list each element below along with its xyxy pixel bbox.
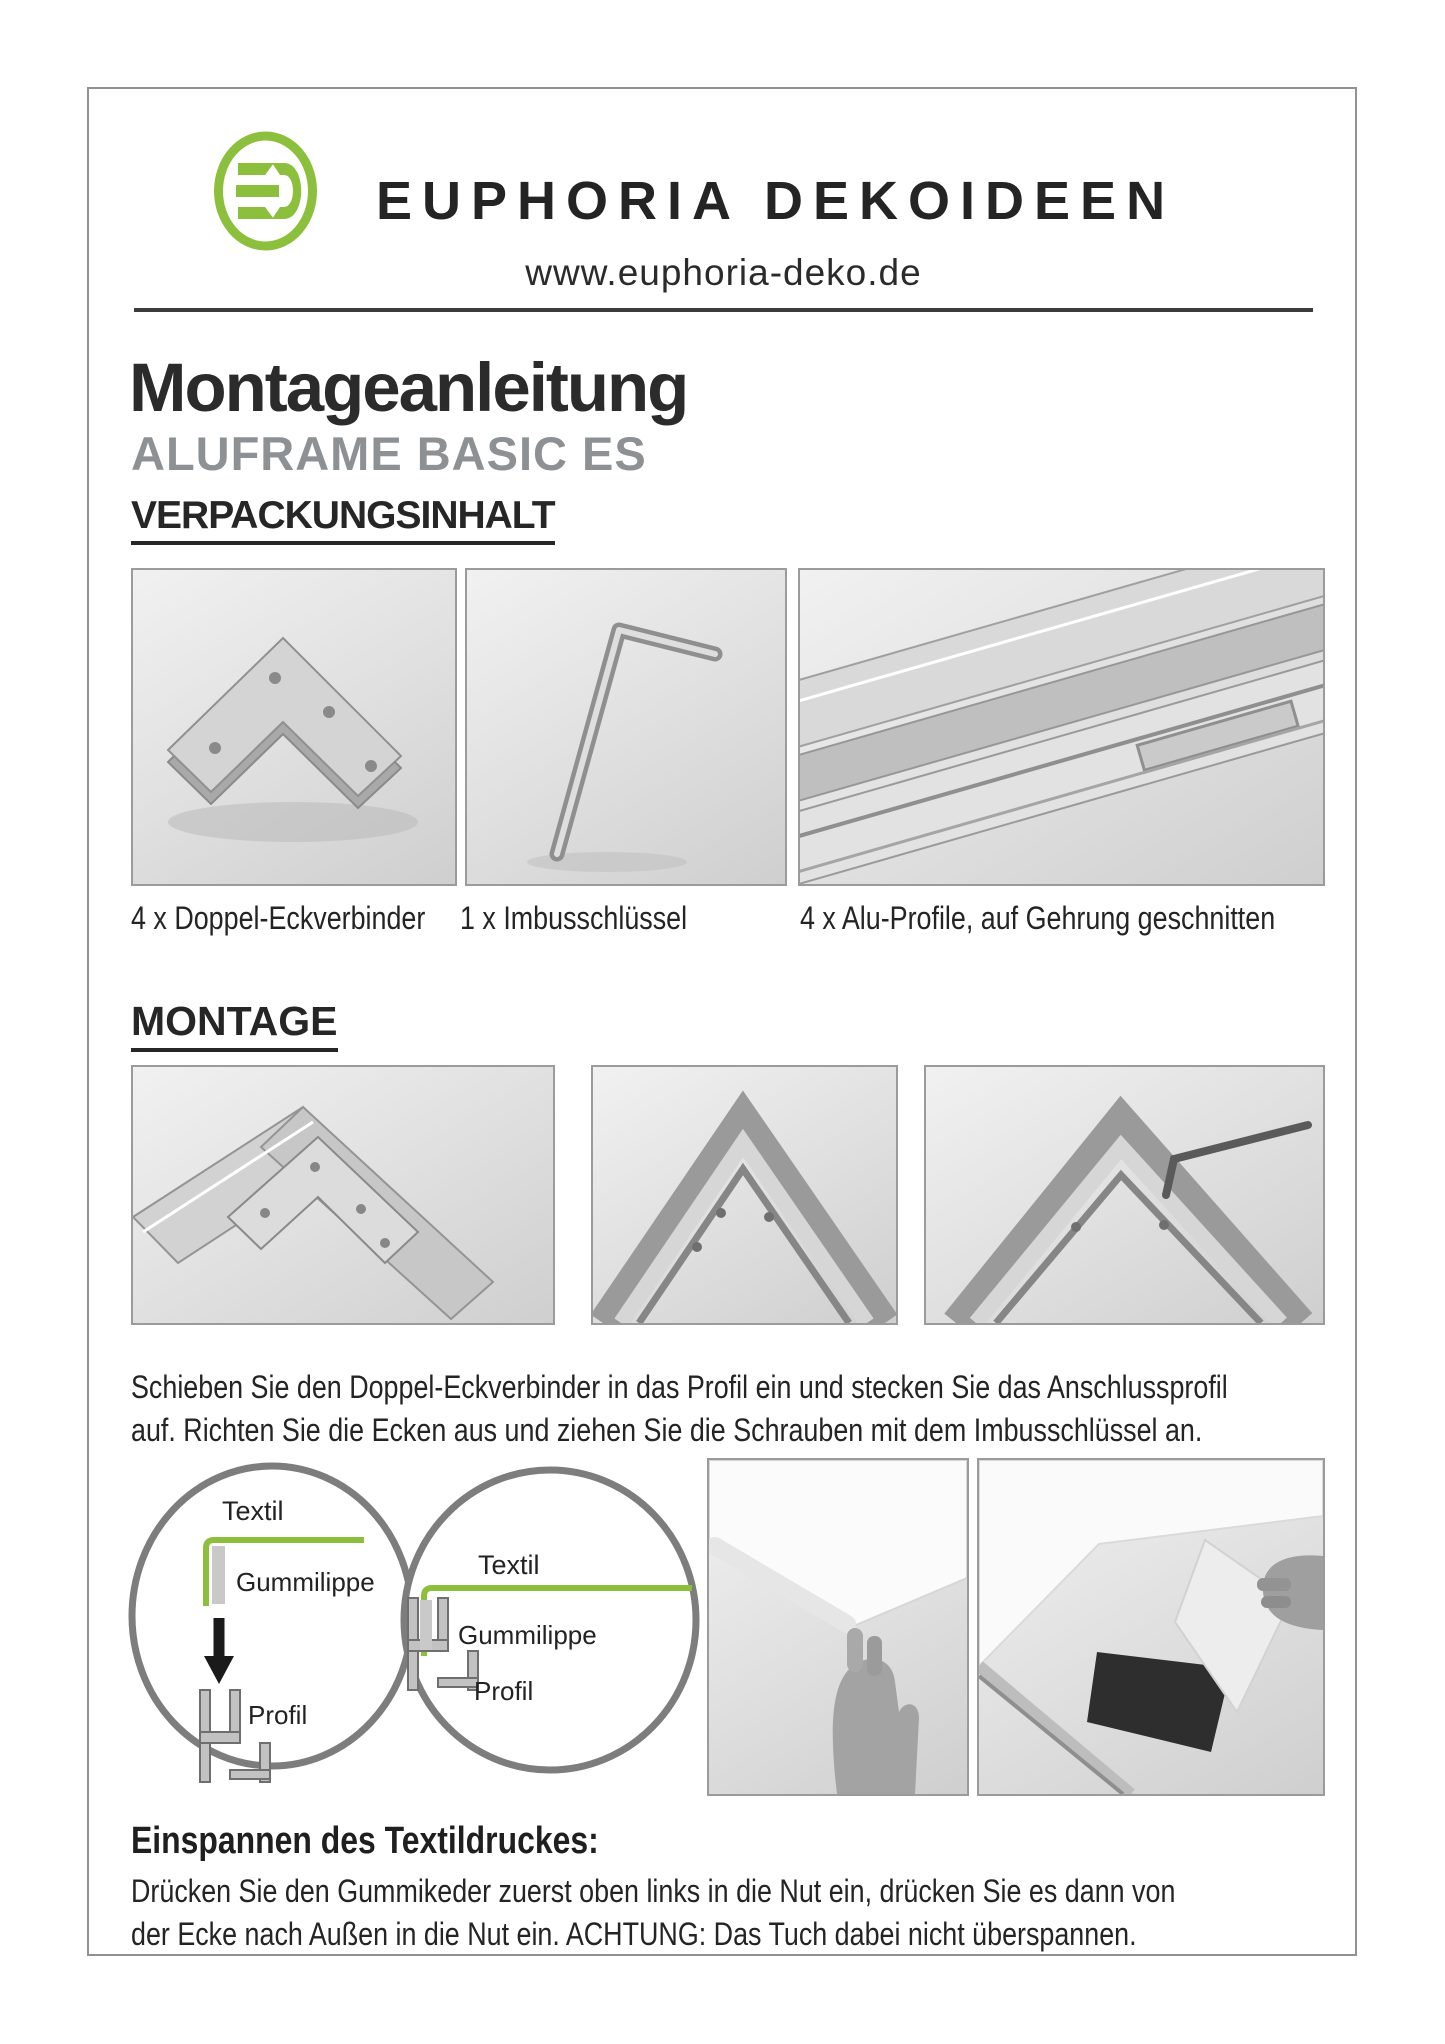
brand-name: EUPHORIA DEKOIDEEN — [376, 171, 1176, 231]
header-divider — [134, 308, 1313, 312]
section-heading-einspannen: Einspannen des Textildruckes: — [131, 1820, 599, 1862]
diagram2-label-textil: Textil — [478, 1550, 540, 1580]
allen-key-illustration — [467, 570, 785, 884]
alu-profiles-illustration — [800, 570, 1323, 884]
montage-step1-illustration — [133, 1067, 553, 1323]
gasket-diagram — [122, 1448, 714, 1786]
einspannen-paragraph-line1: Drücken Sie den Gummikeder zuerst oben links in die Nut ein, drücken Sie es dann von — [131, 1873, 1176, 1909]
corner-connector-illustration — [133, 570, 455, 884]
page-subtitle: ALUFRAME BASIC ES — [131, 427, 647, 480]
montage-paragraph-line2: auf. Richten Sie die Ecken aus und ziehen Sie die Schrauben mit dem Imbusschlüssel an. — [131, 1412, 1203, 1448]
diagram2-label-profil: Profil — [474, 1676, 534, 1706]
einspannen-paragraph-line2: der Ecke nach Außen in die Nut ein. ACHTUNG: Das Tuch dabei nicht überspannen. — [131, 1916, 1137, 1952]
page-title: Montageanleitung — [129, 349, 688, 426]
corner-connector-photo — [131, 568, 457, 886]
section-heading-verpackungsinhalt: VERPACKUNGSINHALT — [131, 494, 555, 545]
alu-profiles-photo — [798, 568, 1325, 886]
montage-step3-illustration — [926, 1067, 1323, 1323]
allen-key-photo — [465, 568, 787, 886]
montage-step3-photo — [924, 1065, 1325, 1325]
rubber-lip-bar-1 — [212, 1546, 225, 1604]
montage-step2-photo — [591, 1065, 898, 1325]
montage-step2-illustration — [593, 1067, 896, 1323]
caption-alu-profiles: 4 x Alu-Profile, auf Gehrung geschnitten — [800, 900, 1276, 936]
caption-corner-connector: 4 x Doppel-Eckverbinder — [131, 900, 426, 936]
pull-textile-illustration — [979, 1460, 1323, 1794]
diagram1-label-textil: Textil — [222, 1496, 284, 1526]
section-heading-montage: MONTAGE — [131, 998, 338, 1052]
rubber-lip-bar-2 — [420, 1600, 432, 1650]
montage-paragraph — [131, 1366, 1228, 1452]
pull-textile-photo — [977, 1458, 1325, 1796]
montage-paragraph-line1: Schieben Sie den Doppel-Eckverbinder in das Profil ein und stecken Sie das Anschlussprofil — [131, 1369, 1228, 1405]
einspannen-paragraph — [131, 1870, 1175, 1956]
montage-step1-photo — [131, 1065, 555, 1325]
insert-gasket-photo — [707, 1458, 969, 1796]
website-url: www.euphoria-deko.de — [525, 252, 922, 293]
diagram1-label-profil: Profil — [248, 1700, 308, 1730]
diagram1-label-gummilippe: Gummilippe — [236, 1567, 375, 1597]
caption-allen-key: 1 x Imbusschlüssel — [460, 900, 688, 936]
euphoria-logo-icon — [212, 130, 319, 252]
diagram2-label-gummilippe: Gummilippe — [458, 1620, 597, 1650]
insert-gasket-illustration — [709, 1460, 967, 1794]
